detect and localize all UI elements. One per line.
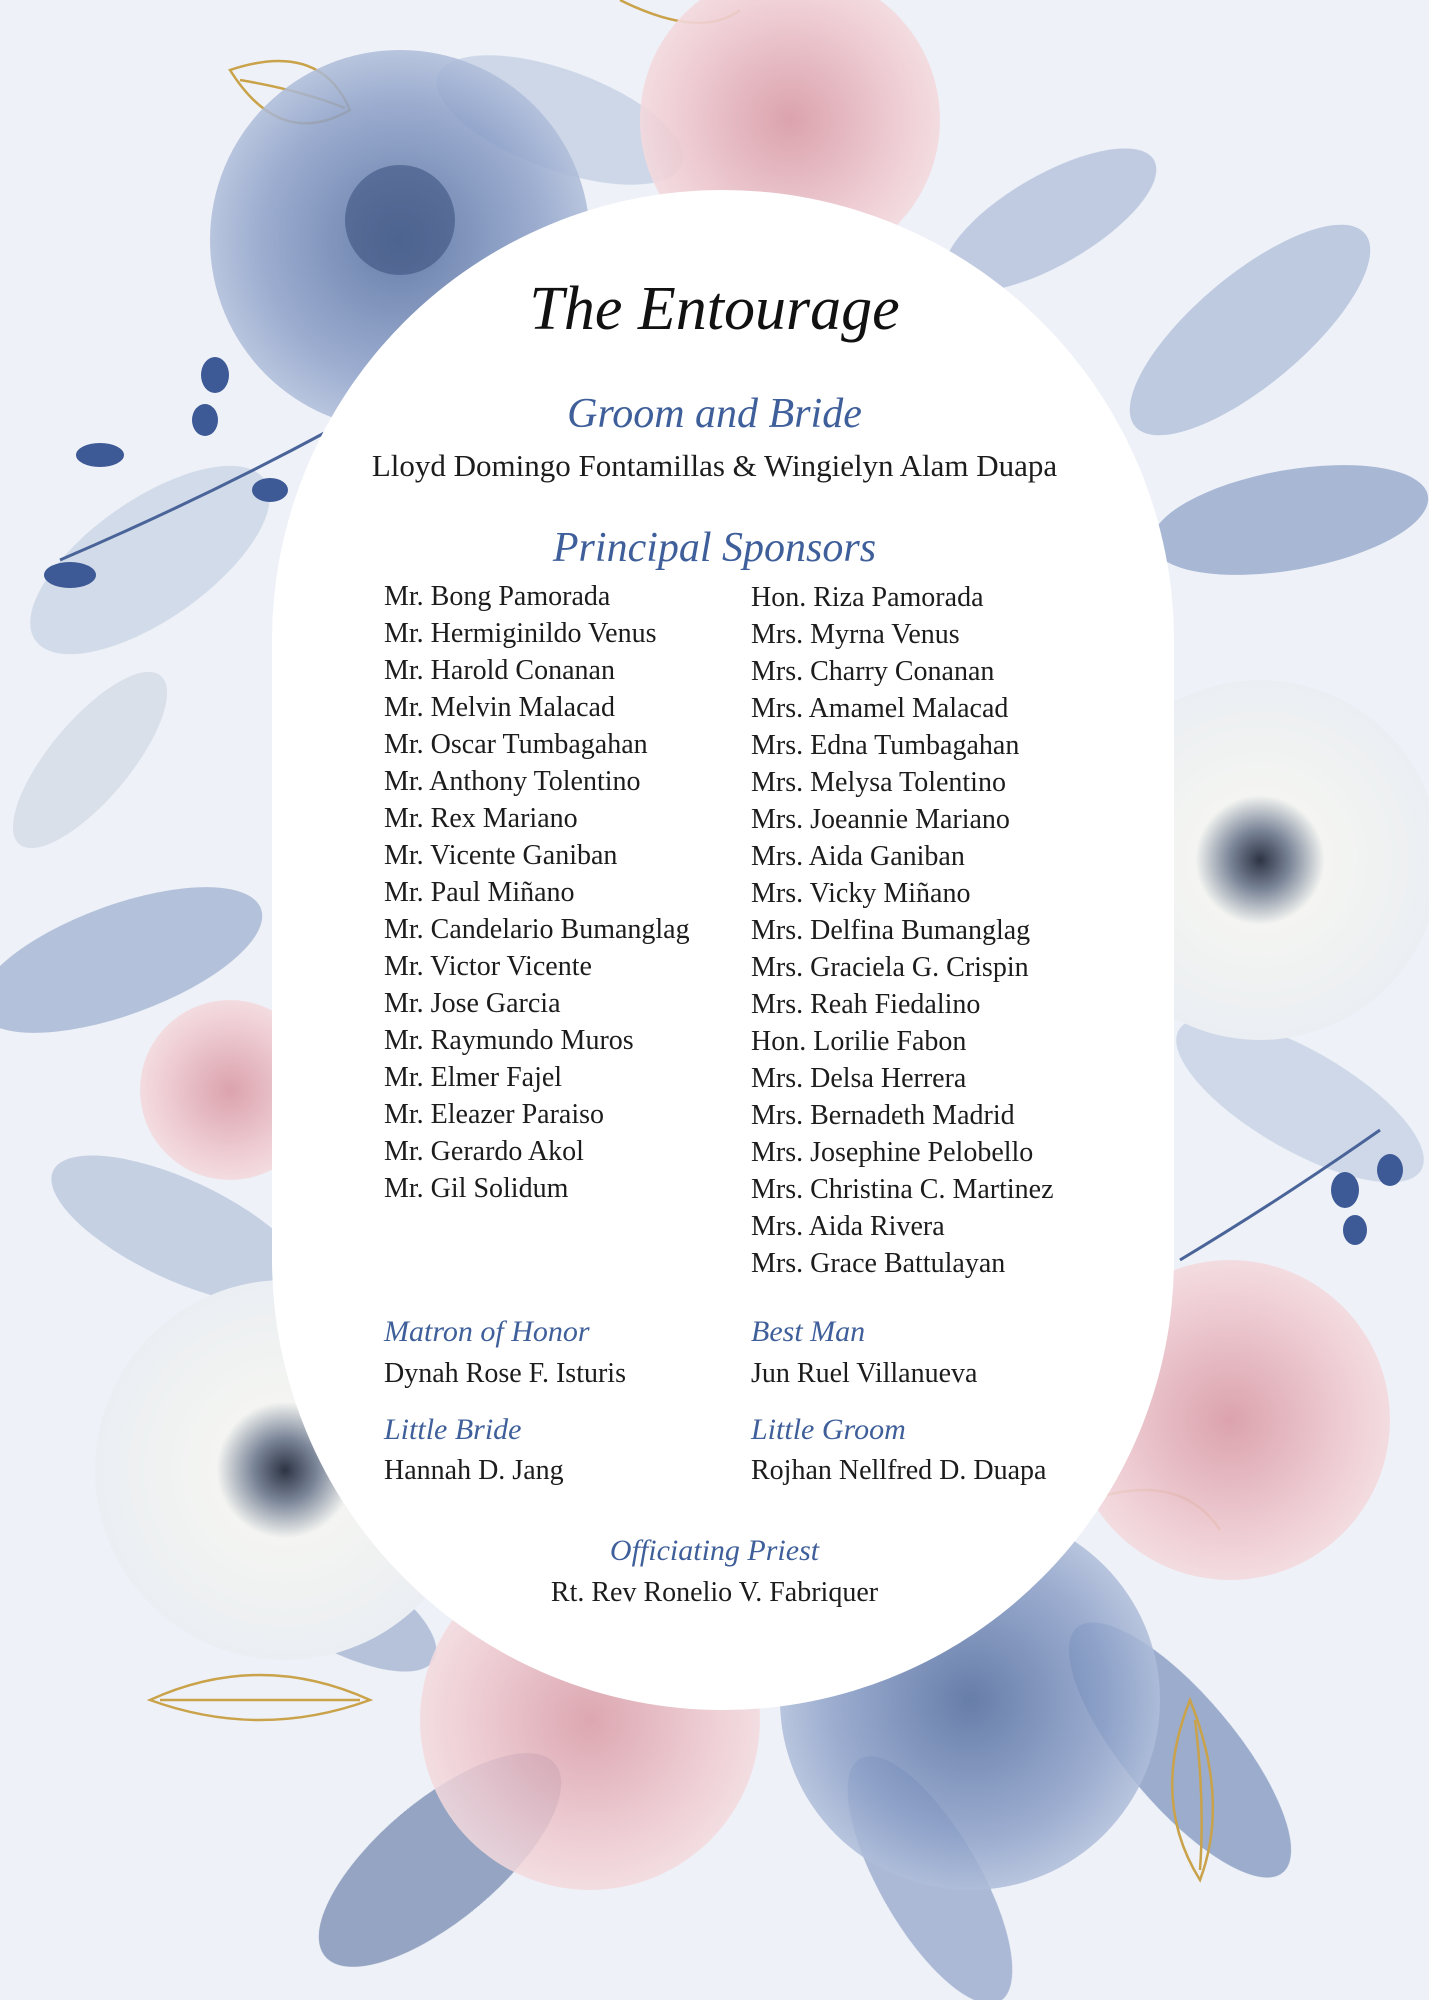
groom-and-bride-heading: Groom and Bride — [567, 391, 862, 437]
sponsor-women-item: Mrs. Delfina Bumanglag — [751, 915, 1031, 946]
sponsor-women-item: Mrs. Joeannie Mariano — [751, 804, 1010, 835]
sponsor-men-item: Mr. Candelario Bumanglag — [384, 914, 690, 945]
sponsor-women-item: Mrs. Charry Conanan — [751, 656, 995, 687]
little-groom-heading: Little Groom — [751, 1413, 906, 1446]
little-bride-heading: Little Bride — [384, 1413, 522, 1446]
sponsor-men-item: Mr. Jose Garcia — [384, 988, 561, 1019]
sponsor-men-item: Mr. Gil Solidum — [384, 1173, 569, 1204]
little-bride-name: Hannah D. Jang — [384, 1455, 564, 1486]
sponsor-women-item: Mrs. Aida Rivera — [751, 1211, 945, 1242]
sponsor-men-item: Mr. Hermiginildo Venus — [384, 618, 657, 649]
sponsor-men-item: Mr. Rex Mariano — [384, 803, 578, 834]
sponsor-men-item: Mr. Victor Vicente — [384, 951, 592, 982]
little-groom-name: Rojhan Nellfred D. Duapa — [751, 1455, 1047, 1486]
sponsor-men-item: Mr. Eleazer Paraiso — [384, 1099, 605, 1130]
sponsor-women-item: Mrs. Josephine Pelobello — [751, 1137, 1034, 1168]
sponsor-men-item: Mr. Elmer Fajel — [384, 1062, 563, 1093]
sponsor-women-item: Mrs. Amamel Malacad — [751, 693, 1009, 724]
sponsor-women-item: Mrs. Grace Battulayan — [751, 1248, 1006, 1279]
sponsor-women-item: Mrs. Reah Fiedalino — [751, 989, 981, 1020]
sponsor-men-item: Mr. Melvin Malacad — [384, 692, 615, 723]
sponsor-men-item: Mr. Gerardo Akol — [384, 1136, 584, 1167]
officiating-priest-name: Rt. Rev Ronelio V. Fabriquer — [550, 1577, 879, 1608]
matron-of-honor-name: Dynah Rose F. Isturis — [384, 1358, 626, 1389]
sponsor-women-item: Mrs. Christina C. Martinez — [751, 1174, 1054, 1205]
sponsor-women-item: Mrs. Graciela G. Crispin — [751, 952, 1029, 983]
sponsor-men-item: Mr. Harold Conanan — [384, 655, 615, 686]
matron-of-honor-heading: Matron of Honor — [384, 1315, 590, 1348]
sponsor-men-item: Mr. Anthony Tolentino — [384, 766, 641, 797]
sponsor-men-item: Mr. Vicente Ganiban — [384, 840, 618, 871]
sponsor-women-item: Mrs. Bernadeth Madrid — [751, 1100, 1015, 1131]
best-man-name: Jun Ruel Villanueva — [751, 1358, 978, 1389]
sponsor-women-item: Mrs. Vicky Miñano — [751, 878, 971, 909]
sponsor-women-item: Mrs. Delsa Herrera — [751, 1063, 967, 1094]
sponsor-women-item: Hon. Lorilie Fabon — [751, 1026, 967, 1057]
sponsor-men-item: Mr. Oscar Tumbagahan — [384, 729, 648, 760]
sponsor-men-item: Mr. Raymundo Muros — [384, 1025, 634, 1056]
sponsor-women-item: Mrs. Melysa Tolentino — [751, 767, 1006, 798]
sponsor-women-item: Mrs. Aida Ganiban — [751, 841, 965, 872]
sponsor-men-item: Mr. Paul Miñano — [384, 877, 575, 908]
sponsor-men-item: Mr. Bong Pamorada — [384, 581, 611, 612]
couple-names: Lloyd Domingo Fontamillas & Wingielyn Alam Duapa — [371, 448, 1058, 483]
sponsors-women-list — [751, 579, 1054, 1282]
page-title: The Entourage — [529, 275, 900, 343]
sponsors-men-list — [384, 578, 690, 1207]
officiating-priest-heading: Officiating Priest — [609, 1534, 820, 1567]
sponsor-women-item: Mrs. Myrna Venus — [751, 619, 960, 650]
sponsor-women-item: Mrs. Edna Tumbagahan — [751, 730, 1020, 761]
principal-sponsors-heading: Principal Sponsors — [552, 525, 877, 571]
sponsor-women-item: Hon. Riza Pamorada — [751, 582, 984, 613]
best-man-heading: Best Man — [751, 1315, 866, 1348]
